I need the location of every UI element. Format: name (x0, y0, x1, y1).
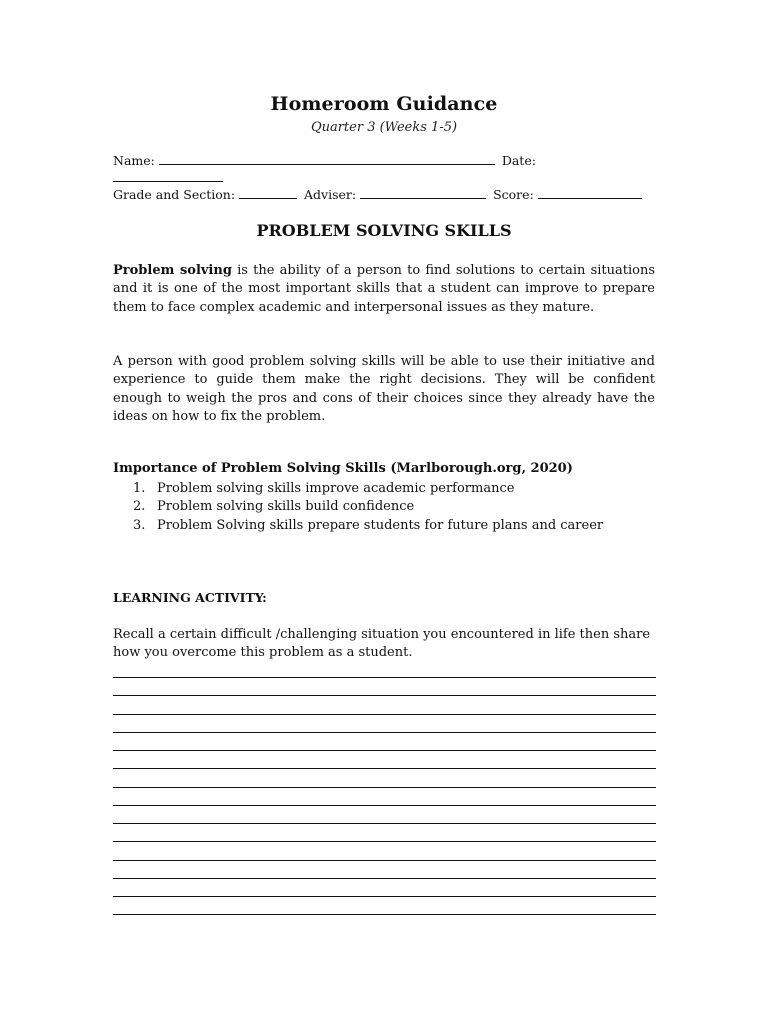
date-continuation-row (113, 170, 226, 185)
answer-line[interactable] (113, 714, 656, 715)
name-label: Name: (113, 153, 155, 168)
learning-activity-heading: LEARNING ACTIVITY: (113, 590, 267, 605)
list-item-number: 1. (133, 481, 146, 496)
answer-line[interactable] (113, 787, 656, 788)
section-title: PROBLEM SOLVING SKILLS (256, 221, 512, 240)
score-label: Score: (493, 187, 534, 202)
grade-adviser-score-row (113, 187, 645, 202)
importance-list (133, 480, 663, 535)
answer-line[interactable] (113, 823, 656, 824)
date-field[interactable] (113, 170, 223, 182)
importance-heading: Importance of Problem Solving Skills (Marlborough.org, 2020) (113, 461, 573, 476)
answer-line[interactable] (113, 768, 656, 769)
name-date-row (113, 153, 536, 168)
grade-section-field[interactable] (239, 187, 297, 199)
intro-definition: is the ability of a person to find solutions to certain situations and it is one of the most important skills that a student can improve to prepare them to face complex academic and interpersonal issues as they mature. (113, 263, 656, 315)
answer-line[interactable] (113, 841, 656, 842)
answer-line[interactable] (113, 805, 656, 806)
answer-line[interactable] (113, 750, 656, 751)
answer-line[interactable] (113, 878, 656, 879)
list-item-text: Problem Solving skills prepare students for future plans and career (157, 517, 604, 533)
answer-line[interactable] (113, 860, 656, 861)
answer-line[interactable] (113, 732, 656, 733)
list-item-number: 2. (133, 499, 146, 515)
grade-section-label: Grade and Section: (113, 187, 236, 202)
list-item-number: 3. (133, 517, 146, 533)
list-item (133, 498, 663, 516)
list-item (133, 517, 663, 535)
adviser-label: Adviser: (304, 187, 357, 202)
name-field[interactable] (159, 153, 495, 165)
intro-term: Problem solving (113, 263, 232, 278)
list-item-text: Problem solving skills build confidence (157, 499, 415, 515)
list-item-text: Problem solving skills improve academic performance (157, 481, 515, 496)
answer-area[interactable] (113, 677, 656, 933)
page-subtitle: Quarter 3 (Weeks 1-5) (310, 120, 458, 135)
answer-line[interactable] (113, 896, 656, 897)
date-label: Date: (501, 153, 536, 168)
intro-paragraph (113, 262, 655, 317)
adviser-field[interactable] (360, 187, 486, 199)
score-field[interactable] (538, 187, 642, 199)
second-paragraph-text: A person with good problem solving skills will be able to use their initiative and experience to guide them make the right decisions. They will be confident enough to weigh the pros and cons of their choices since they already have the ideas on how to fix the problem. (113, 354, 655, 424)
answer-line[interactable] (113, 914, 656, 915)
page-title: Homeroom Guidance (270, 93, 498, 115)
answer-line[interactable] (113, 695, 656, 696)
list-item (133, 480, 663, 498)
activity-prompt: Recall a certain difficult /challenging situation you encountered in life then share how you overcome this problem as a student. (113, 627, 651, 661)
answer-line[interactable] (113, 677, 656, 678)
second-paragraph (113, 353, 655, 426)
